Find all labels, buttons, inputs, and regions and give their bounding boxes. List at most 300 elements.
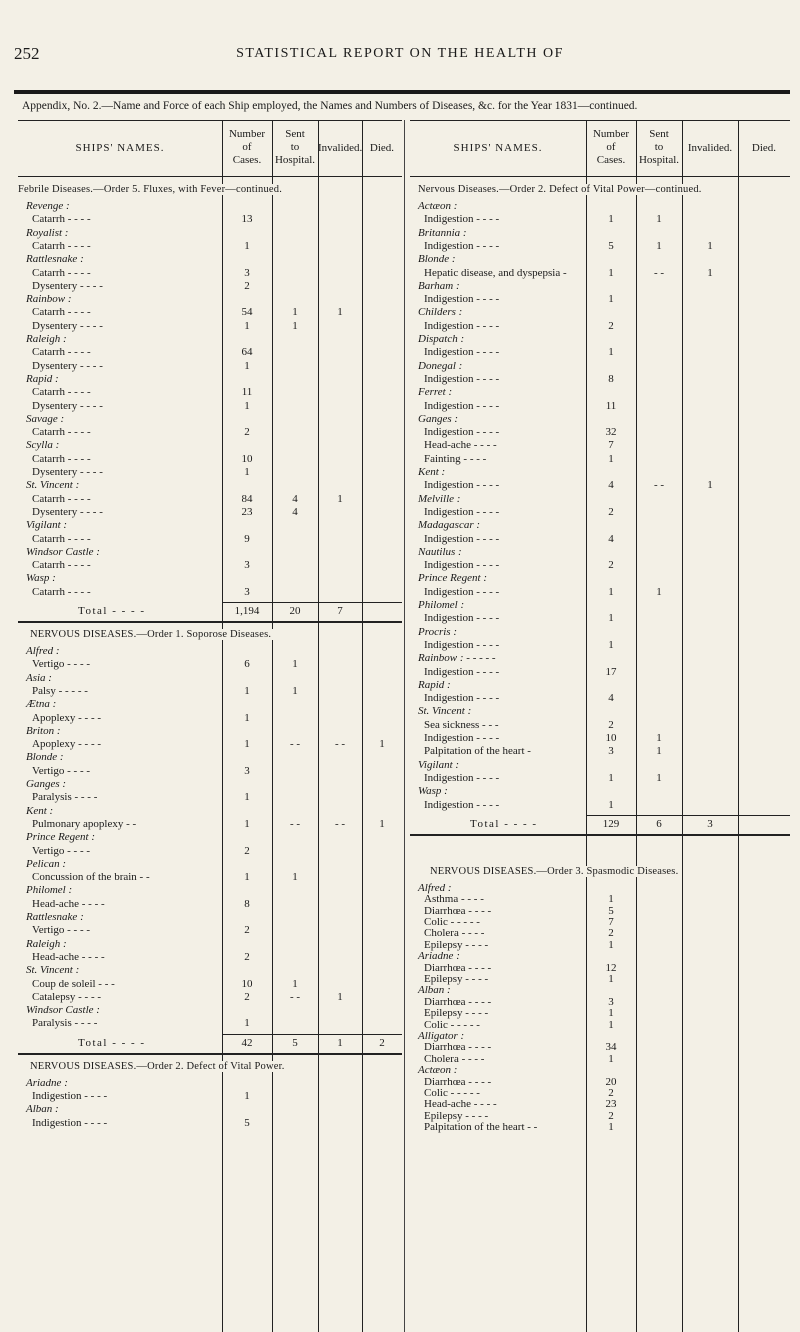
disease-label: Epilepsy - - - - xyxy=(424,1007,489,1020)
ship-name: Rapid : xyxy=(418,678,451,691)
hospital-cell: 1 xyxy=(656,239,662,252)
cases-cell: 2 xyxy=(244,924,250,937)
cases-cell: 11 xyxy=(241,386,253,399)
hospital-cell: - - xyxy=(653,266,665,279)
cases-cell: 4 xyxy=(608,532,614,545)
ship-name: Alfred : xyxy=(26,645,60,657)
page-number: 252 xyxy=(14,44,40,63)
disease-label: Dysentery - - - - xyxy=(32,319,103,332)
number-header-line: Number xyxy=(592,128,630,140)
disease-label: Pulmonary apoplexy - - xyxy=(32,817,137,830)
cases-cell: 11 xyxy=(605,399,617,412)
disease-label: Catarrh - - - - xyxy=(32,585,91,598)
cases-cell: 1 xyxy=(244,466,250,478)
cases-cell: 20 xyxy=(605,1075,617,1088)
cases-cell: 1 xyxy=(608,893,614,906)
cases-cell: 1 xyxy=(244,711,250,724)
disease-label: Indigestion - - - - xyxy=(424,372,500,385)
cases-cell: 2 xyxy=(608,927,614,940)
disease-label: Dysentery - - - - xyxy=(32,399,103,412)
total-hospital: 5 xyxy=(292,1036,298,1049)
hospital-cell: - - xyxy=(289,738,301,751)
cases-cell: 2 xyxy=(608,1109,614,1122)
disease-label: Vertigo - - - - xyxy=(32,844,91,857)
sent-header-line: Hospital. xyxy=(638,154,680,166)
cases-cell: 10 xyxy=(605,732,617,744)
disease-label: Coup de soleil - - - xyxy=(32,977,115,990)
cases-cell: 1 xyxy=(244,319,250,332)
number-header-line: Cases. xyxy=(232,154,262,166)
ship-name: Alban : xyxy=(26,1103,59,1116)
cases-cell: 7 xyxy=(608,439,614,452)
cases-cell: 1 xyxy=(608,612,614,625)
column-rule xyxy=(222,120,223,1332)
cases-cell: 1 xyxy=(608,1007,614,1020)
section-end-rule xyxy=(410,834,790,836)
cases-cell: 2 xyxy=(244,279,250,292)
ship-name: Wasp : xyxy=(26,572,56,585)
disease-label: Indigestion - - - - xyxy=(424,399,500,412)
total-cases: 42 xyxy=(241,1036,253,1049)
column-rule xyxy=(272,120,273,1332)
cases-cell: 23 xyxy=(241,505,253,518)
ship-name: Actæon : xyxy=(418,200,458,212)
cases-cell: 9 xyxy=(244,532,250,545)
disease-label: Fainting - - - - xyxy=(424,452,487,465)
disease-label: Dysentery - - - - xyxy=(32,505,103,518)
cases-cell: 1 xyxy=(244,1090,250,1102)
ship-name: Philomel : xyxy=(26,884,73,897)
disease-label: Head-ache - - - - xyxy=(424,439,497,452)
cases-cell: 10 xyxy=(241,977,253,990)
disease-label: Indigestion - - - - xyxy=(424,798,500,811)
disease-label: Diarrhœa - - - - xyxy=(424,1075,492,1088)
cases-cell: 10 xyxy=(241,452,253,465)
disease-label: Indigestion - - - - xyxy=(424,771,500,784)
ship-name: Rattlesnake : xyxy=(26,911,84,923)
disease-label: Indigestion - - - - xyxy=(424,293,500,306)
total-label: Total - - - - xyxy=(470,817,538,830)
died-cell: 1 xyxy=(379,817,385,830)
hospital-cell: 1 xyxy=(656,585,662,598)
ship-name: Rattlesnake : xyxy=(26,253,84,266)
hospital-cell: 4 xyxy=(292,505,298,518)
disease-label: Indigestion - - - - xyxy=(424,346,500,359)
cases-cell: 23 xyxy=(605,1098,617,1111)
ship-name: Rapid : xyxy=(26,372,59,385)
disease-label: Catarrh - - - - xyxy=(32,532,91,545)
cases-cell: 1 xyxy=(244,871,250,884)
disease-label: Diarrhœa - - - - xyxy=(424,1041,492,1054)
invalided-cell: 1 xyxy=(707,266,713,279)
cases-cell: 1 xyxy=(608,938,614,951)
cases-cell: 6 xyxy=(244,658,250,671)
column-rule xyxy=(682,120,683,1332)
cases-cell: 17 xyxy=(605,665,617,678)
cases-cell: 5 xyxy=(608,239,614,252)
ships-names-header: SHIPS' NAMES. xyxy=(453,142,543,154)
disease-label: Catarrh - - - - xyxy=(32,213,91,226)
sent-header-line: to xyxy=(654,141,664,153)
ship-name: Ætna : xyxy=(26,698,57,711)
invalided-header: Invalided. xyxy=(318,142,363,154)
number-of-cases-header xyxy=(222,128,272,167)
died-cell: 1 xyxy=(379,738,385,751)
disease-label: Catarrh - - - - xyxy=(32,266,91,279)
disease-label: Diarrhœa - - - - xyxy=(424,904,492,917)
ships-names-header: SHIPS' NAMES. xyxy=(75,142,165,154)
disease-label: Dysentery - - - - xyxy=(32,466,103,478)
ship-name: Actæon : xyxy=(418,1064,458,1077)
disease-label: Indigestion - - - - xyxy=(424,638,500,651)
cases-cell: 84 xyxy=(241,492,253,505)
cases-cell: 64 xyxy=(241,346,253,359)
disease-label: Indigestion - - - - xyxy=(424,426,500,439)
invalided-header: Invalided. xyxy=(687,142,733,154)
sent-header-line: Sent xyxy=(285,128,305,140)
cases-cell: 1 xyxy=(608,798,614,811)
header-bottom-rule xyxy=(18,176,402,177)
vital-section-title: NERVOUS DISEASES.—Order 2. Defect of Vital Power. xyxy=(30,1060,285,1072)
total-invalided: 1 xyxy=(337,1036,343,1049)
cases-cell: 1 xyxy=(244,1017,250,1030)
ship-name: Ferret : xyxy=(418,386,453,399)
disease-label: Colic - - - - - xyxy=(424,1087,480,1099)
sent-to-hospital-header xyxy=(272,128,318,167)
header-rule xyxy=(14,90,790,94)
disease-label: Dysentery - - - - xyxy=(32,359,103,372)
disease-label: Indigestion - - - - xyxy=(424,213,500,226)
disease-label: Cholera - - - - xyxy=(424,927,485,940)
disease-label: Epilepsy - - - - xyxy=(424,1109,489,1122)
ship-name: Wasp : xyxy=(418,785,448,798)
section-end-rule xyxy=(18,1053,402,1055)
hospital-cell: - - xyxy=(289,990,301,1003)
cases-cell: 1 xyxy=(608,293,614,306)
ship-name: Raleigh : xyxy=(26,333,67,345)
cases-cell: 3 xyxy=(608,745,614,758)
disease-label: Indigestion - - - - xyxy=(424,732,500,744)
ship-name: Alfred : xyxy=(418,881,452,894)
ship-name: Procris : xyxy=(418,625,458,638)
cases-cell: 34 xyxy=(605,1041,617,1054)
column-rule xyxy=(362,120,363,1332)
invalided-cell: 1 xyxy=(707,479,713,492)
disease-label: Colic - - - - - xyxy=(424,1018,480,1031)
disease-label: Head-ache - - - - xyxy=(32,950,105,963)
hospital-cell: 1 xyxy=(292,871,298,884)
ship-name: Vigilant : xyxy=(26,519,68,532)
cases-cell: 1 xyxy=(608,452,614,465)
disease-label: Catarrh - - - - xyxy=(32,452,91,465)
soporose-section-title: NERVOUS DISEASES.—Order 1. Soporose Diseases. xyxy=(30,629,272,640)
ship-name: Dispatch : xyxy=(418,333,465,345)
disease-label: Indigestion - - - - xyxy=(424,319,500,332)
cases-cell: 1 xyxy=(608,1018,614,1031)
ship-name: Asia : xyxy=(26,671,52,684)
total-label: Total - - - - xyxy=(78,605,146,617)
header-top-rule xyxy=(410,120,790,121)
left-table xyxy=(18,120,402,1332)
ship-name: Donegal : xyxy=(418,359,463,372)
ship-name: Scylla : xyxy=(26,439,60,452)
total-died: 2 xyxy=(379,1036,385,1049)
disease-label: Head-ache - - - - xyxy=(32,897,105,910)
cases-cell: 1 xyxy=(608,771,614,784)
total-hospital: 20 xyxy=(289,605,301,617)
invalided-cell: 1 xyxy=(707,239,713,252)
cases-cell: 2 xyxy=(244,990,250,1003)
disease-label: Indigestion - - - - xyxy=(424,239,500,252)
cases-cell: 7 xyxy=(608,916,614,928)
cases-cell: 1 xyxy=(244,738,250,751)
disease-label: Indigestion - - - - xyxy=(32,1090,108,1102)
disease-label: Indigestion - - - - xyxy=(424,479,500,492)
total-hospital: 6 xyxy=(656,817,662,830)
cases-cell: 3 xyxy=(244,559,250,572)
ship-name: Pelican : xyxy=(26,857,67,870)
disease-label: Indigestion - - - - xyxy=(424,532,500,545)
cases-cell: 2 xyxy=(608,319,614,332)
column-rule xyxy=(636,120,637,1332)
invalided-cell: - - xyxy=(334,738,346,751)
total-label: Total - - - - xyxy=(78,1036,146,1049)
total-top-rule xyxy=(222,1034,402,1035)
disease-label: Indigestion - - - - xyxy=(424,692,500,705)
disease-label: Apoplexy - - - - xyxy=(32,738,102,751)
disease-label: Vertigo - - - - xyxy=(32,924,91,937)
disease-label: Palsy - - - - - xyxy=(32,684,88,697)
ship-name: Windsor Castle : xyxy=(26,1004,100,1017)
disease-label: Dysentery - - - - xyxy=(32,279,103,292)
cases-cell: 1 xyxy=(608,266,614,279)
cases-cell: 8 xyxy=(608,372,614,385)
cases-cell: 3 xyxy=(608,995,614,1008)
disease-label: Catarrh - - - - xyxy=(32,306,91,319)
disease-label: Sea sickness - - - xyxy=(424,718,499,731)
sent-to-hospital-header xyxy=(636,128,682,167)
ship-name: Ganges : xyxy=(418,412,459,425)
invalided-cell: - - xyxy=(334,817,346,830)
hospital-cell: - - xyxy=(289,817,301,830)
total-cases: 129 xyxy=(602,817,620,830)
disease-label: Epilepsy - - - - xyxy=(424,938,489,951)
invalided-cell: 1 xyxy=(337,492,343,505)
ship-name: Rainbow : - - - - - xyxy=(418,652,496,665)
header-bottom-rule xyxy=(410,176,790,177)
cases-cell: 4 xyxy=(608,479,614,492)
sent-header-line: to xyxy=(290,141,300,153)
disease-label: Epilepsy - - - - xyxy=(424,973,489,985)
cases-cell: 1 xyxy=(608,346,614,359)
cases-cell: 2 xyxy=(608,718,614,731)
died-header: Died. xyxy=(751,142,777,154)
vital-continued-title: Nervous Diseases.—Order 2. Defect of Vital Power—continued. xyxy=(418,184,702,195)
invalided-cell: 1 xyxy=(337,306,343,319)
disease-label: Catarrh - - - - xyxy=(32,426,91,439)
disease-label: Catarrh - - - - xyxy=(32,492,91,505)
number-header-line: Cases. xyxy=(596,154,626,166)
ship-name: Childers : xyxy=(418,306,463,319)
hospital-cell: 1 xyxy=(292,977,298,990)
disease-label: Indigestion - - - - xyxy=(424,585,500,598)
invalided-cell: 1 xyxy=(337,990,343,1003)
ship-name: Ariadne : xyxy=(418,950,460,963)
cases-cell: 5 xyxy=(244,1116,250,1129)
disease-label: Catarrh - - - - xyxy=(32,239,91,252)
ship-name: Kent : xyxy=(26,804,54,817)
ship-name: Blonde : xyxy=(26,751,64,764)
disease-label: Colic - - - - - xyxy=(424,916,480,928)
cases-cell: 54 xyxy=(241,306,253,319)
right-table xyxy=(410,120,790,1332)
section-end-rule xyxy=(18,621,402,623)
ship-name: St. Vincent : xyxy=(26,479,80,492)
ship-name: Melville : xyxy=(418,492,461,505)
cases-cell: 1 xyxy=(244,399,250,412)
cases-cell: 1 xyxy=(608,1052,614,1065)
hospital-cell: 1 xyxy=(292,306,298,319)
cases-cell: 13 xyxy=(241,213,253,226)
ship-name: Savage : xyxy=(26,412,65,425)
cases-cell: 3 xyxy=(244,585,250,598)
total-top-rule xyxy=(222,602,402,603)
ship-name: Alligator : xyxy=(418,1030,465,1042)
cases-cell: 2 xyxy=(608,1087,614,1099)
ship-name: Briton : xyxy=(26,724,61,737)
appendix-subtitle: Appendix, No. 2.—Name and Force of each Ship employed, the Names and Numbers of Diseases, &c. for the Year 1831—continued. xyxy=(22,100,638,112)
febrile-section-title: Febrile Diseases.—Order 5. Fluxes, with Fever—continued. xyxy=(18,184,283,195)
disease-label: Vertigo - - - - xyxy=(32,658,91,671)
number-header-line: of xyxy=(606,141,616,153)
disease-label: Asthma - - - - xyxy=(424,893,484,906)
ship-name: Nautilus : xyxy=(418,545,462,558)
disease-label: Indigestion - - - - xyxy=(424,505,500,518)
ship-name: Prince Regent : xyxy=(418,572,488,585)
cases-cell: 5 xyxy=(608,904,614,917)
sent-header-line: Sent xyxy=(649,128,669,140)
ship-name: St. Vincent : xyxy=(26,964,80,977)
cases-cell: 1 xyxy=(244,817,250,830)
cases-cell: 1 xyxy=(244,239,250,252)
died-header: Died. xyxy=(369,142,395,154)
hospital-cell: 1 xyxy=(292,658,298,671)
column-divider xyxy=(404,120,405,1332)
disease-label: Catarrh - - - - xyxy=(32,386,91,399)
total-invalided: 3 xyxy=(707,817,713,830)
ship-name: Ganges : xyxy=(26,778,67,790)
hospital-cell: 1 xyxy=(656,732,662,744)
ship-name: Windsor Castle : xyxy=(26,545,100,558)
number-header-line: Number xyxy=(228,128,266,140)
cases-cell: 3 xyxy=(244,764,250,777)
cases-cell: 8 xyxy=(244,897,250,910)
disease-label: Indigestion - - - - xyxy=(424,612,500,625)
disease-label: Concussion of the brain - - xyxy=(32,871,150,884)
ship-name: Vigilant : xyxy=(418,758,460,771)
disease-label: Hepatic disease, and dyspepsia - xyxy=(424,266,567,279)
disease-label: Palpitation of the heart - xyxy=(424,745,531,758)
ship-name: Blonde : xyxy=(418,253,456,266)
hospital-cell: 1 xyxy=(656,745,662,758)
ship-name: Revenge : xyxy=(26,200,70,212)
cases-cell: 3 xyxy=(244,266,250,279)
disease-label: Diarrhœa - - - - xyxy=(424,995,492,1008)
number-of-cases-header xyxy=(586,128,636,167)
ship-name: Royalist : xyxy=(26,226,69,239)
cases-cell: 1 xyxy=(244,684,250,697)
ship-name: Kent : xyxy=(418,466,446,478)
hospital-cell: 1 xyxy=(656,771,662,784)
total-invalided: 7 xyxy=(337,605,343,617)
ship-name: Madagascar : xyxy=(418,519,481,532)
ship-name: Prince Regent : xyxy=(26,831,96,844)
cases-cell: 2 xyxy=(608,505,614,518)
ship-name: Britannia : xyxy=(418,226,467,239)
ship-name: Rainbow : xyxy=(26,293,72,306)
disease-label: Paralysis - - - - xyxy=(32,791,98,804)
sent-header-line: Hospital. xyxy=(274,154,316,166)
cases-cell: 2 xyxy=(244,950,250,963)
ship-name: Philomel : xyxy=(418,599,465,611)
disease-label: Vertigo - - - - xyxy=(32,764,91,777)
hospital-cell: 4 xyxy=(292,492,298,505)
cases-cell: 1 xyxy=(244,359,250,372)
disease-label: Indigestion - - - - xyxy=(424,665,500,678)
column-rule xyxy=(318,120,319,1332)
cases-cell: 32 xyxy=(605,426,617,439)
spasmodic-section-title: NERVOUS DISEASES.—Order 3. Spasmodic Diseases. xyxy=(430,865,679,877)
column-rule xyxy=(738,120,739,1332)
ship-name: St. Vincent : xyxy=(418,705,472,718)
ship-name: Barham : xyxy=(418,279,460,292)
total-cases: 1,194 xyxy=(234,605,260,617)
disease-label: Cholera - - - - xyxy=(424,1052,485,1065)
ship-name: Ariadne : xyxy=(26,1076,68,1089)
cases-cell: 4 xyxy=(608,692,614,705)
ship-name: Alban : xyxy=(418,984,451,997)
disease-label: Catalepsy - - - - xyxy=(32,990,102,1003)
disease-label: Palpitation of the heart - - xyxy=(424,1121,538,1134)
cases-cell: 12 xyxy=(605,961,617,974)
running-head: STATISTICAL REPORT ON THE HEALTH OF xyxy=(236,46,564,61)
disease-label: Catarrh - - - - xyxy=(32,559,91,572)
disease-label: Indigestion - - - - xyxy=(424,559,500,572)
disease-label: Indigestion - - - - xyxy=(32,1116,108,1129)
cases-cell: 1 xyxy=(608,585,614,598)
disease-label: Catarrh - - - - xyxy=(32,346,91,359)
cases-cell: 2 xyxy=(608,559,614,572)
header-top-rule xyxy=(18,120,402,121)
hospital-cell: - - xyxy=(653,479,665,492)
ship-name: Raleigh : xyxy=(26,937,67,950)
total-top-rule xyxy=(586,815,790,816)
cases-cell: 2 xyxy=(244,426,250,439)
cases-cell: 1 xyxy=(244,791,250,804)
hospital-cell: 1 xyxy=(292,684,298,697)
disease-label: Head-ache - - - - xyxy=(424,1098,497,1111)
cases-cell: 1 xyxy=(608,638,614,651)
cases-cell: 2 xyxy=(244,844,250,857)
hospital-cell: 1 xyxy=(656,213,662,226)
disease-label: Apoplexy - - - - xyxy=(32,711,102,724)
number-header-line: of xyxy=(242,141,252,153)
cases-cell: 1 xyxy=(608,973,614,985)
disease-label: Diarrhœa - - - - xyxy=(424,961,492,974)
hospital-cell: 1 xyxy=(292,319,298,332)
cases-cell: 1 xyxy=(608,213,614,226)
disease-label: Paralysis - - - - xyxy=(32,1017,98,1030)
